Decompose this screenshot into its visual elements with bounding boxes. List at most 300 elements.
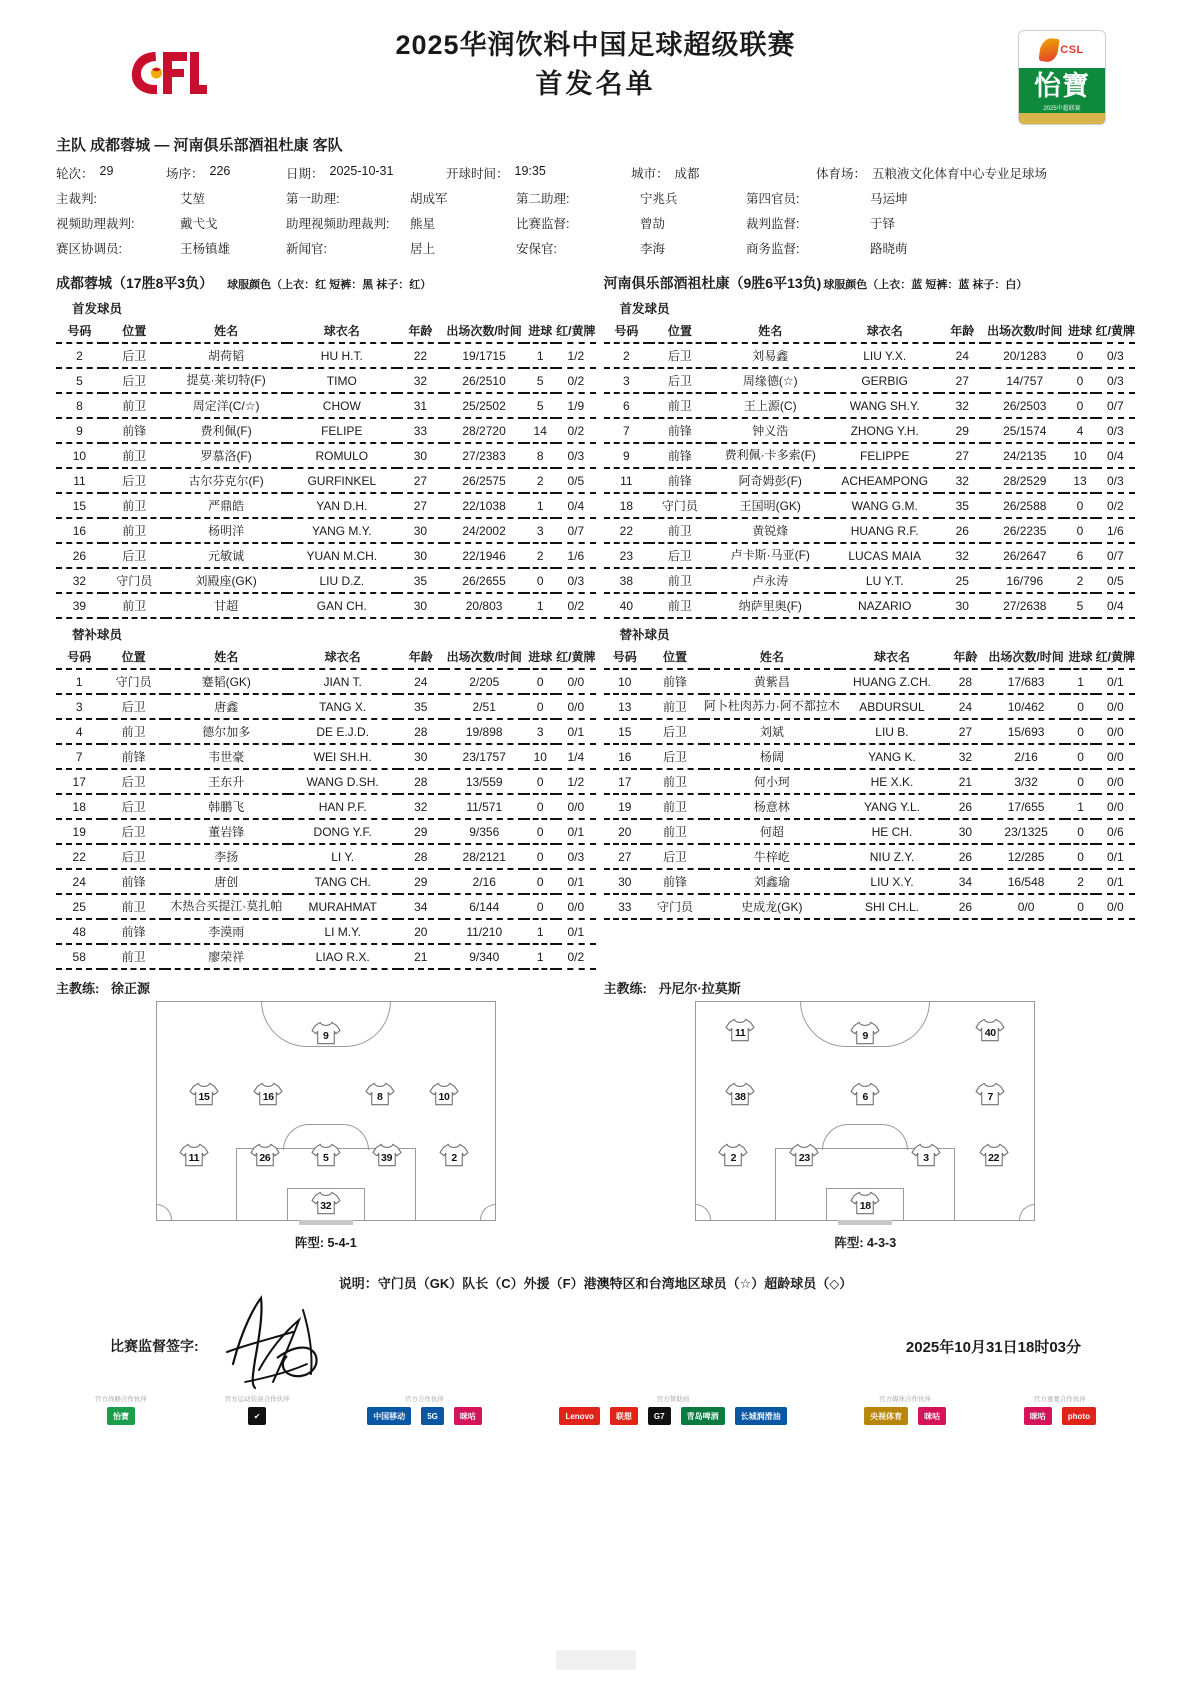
player-position: 前卫 bbox=[103, 593, 166, 618]
pitch-goal-line bbox=[299, 1220, 353, 1225]
player-name: 董岩锋 bbox=[165, 819, 288, 844]
player-name: 元敏诚 bbox=[166, 543, 287, 568]
player-goals: 0 bbox=[1065, 719, 1095, 744]
info-assistant-2: 第二助理: 宁兆兵 bbox=[516, 192, 678, 206]
info-match-commissioner: 比赛监督: 曾劼 bbox=[516, 217, 666, 231]
player-number: 9 bbox=[604, 443, 650, 468]
table-row bbox=[604, 819, 1136, 844]
player-age: 25 bbox=[939, 568, 985, 593]
player-cards: 0/0 bbox=[1096, 719, 1135, 744]
player-number: 48 bbox=[56, 919, 102, 944]
player-name: 阿卜杜肉苏力·阿不都拉木 bbox=[704, 694, 840, 719]
player-shirt-name: LI Y. bbox=[288, 844, 398, 869]
player-number: 11 bbox=[604, 468, 650, 493]
player-goals: 13 bbox=[1064, 468, 1095, 493]
player-cards: 0/3 bbox=[1096, 468, 1135, 493]
home-team-column bbox=[56, 273, 596, 970]
home-coach bbox=[56, 978, 596, 997]
player-apps: 26/2588 bbox=[985, 493, 1064, 518]
table-header-row bbox=[56, 646, 596, 669]
player-cards: 0/0 bbox=[1096, 694, 1135, 719]
player-goals: 1 bbox=[524, 343, 556, 368]
player-apps: 23/1757 bbox=[444, 744, 524, 769]
player-position: 前锋 bbox=[649, 418, 710, 443]
table-row bbox=[56, 819, 596, 844]
col-number: 号码 bbox=[604, 320, 650, 343]
player-age: 34 bbox=[944, 869, 987, 894]
pitch-shirt-number: 6 bbox=[862, 1090, 869, 1103]
player-cards: 0/1 bbox=[556, 719, 595, 744]
sponsor-logo: 央视体育 bbox=[864, 1407, 908, 1425]
pitch-shirt-number: 39 bbox=[381, 1151, 393, 1164]
player-goals: 2 bbox=[1064, 568, 1095, 593]
player-cards: 0/1 bbox=[556, 869, 595, 894]
player-goals: 0 bbox=[1065, 694, 1095, 719]
table-row bbox=[604, 493, 1136, 518]
player-name: 何超 bbox=[704, 819, 840, 844]
player-cards: 0/0 bbox=[556, 794, 595, 819]
player-goals: 0 bbox=[1064, 518, 1095, 543]
player-apps: 6/144 bbox=[444, 894, 524, 919]
player-goals: 0 bbox=[1064, 393, 1095, 418]
pitch-shirt-number: 8 bbox=[377, 1090, 383, 1103]
sponsor-tier-label: 官方战略合作伙伴 bbox=[95, 1396, 147, 1403]
table-row bbox=[56, 669, 596, 694]
player-name: 钟义浩 bbox=[711, 418, 830, 443]
player-name: 李扬 bbox=[165, 844, 288, 869]
player-cards: 0/0 bbox=[556, 669, 595, 694]
player-goals: 0 bbox=[1065, 744, 1095, 769]
player-apps: 15/693 bbox=[987, 719, 1066, 744]
player-cards: 0/2 bbox=[556, 368, 595, 393]
player-cards: 0/2 bbox=[556, 944, 595, 969]
player-number: 22 bbox=[56, 844, 102, 869]
pitch-corner-left bbox=[156, 1204, 172, 1220]
away-formation-label: 阵型: 4-3-3 bbox=[834, 1236, 897, 1250]
table-row bbox=[56, 869, 596, 894]
player-name: 黄锐烽 bbox=[711, 518, 830, 543]
table-row bbox=[56, 418, 596, 443]
player-name: 何小珂 bbox=[704, 769, 840, 794]
player-shirt-name: WANG G.M. bbox=[830, 493, 939, 518]
player-shirt-name: FELIPE bbox=[287, 418, 397, 443]
player-age: 35 bbox=[398, 694, 444, 719]
player-position: 后卫 bbox=[646, 844, 704, 869]
table-row bbox=[56, 343, 596, 368]
player-cards: 0/4 bbox=[1096, 443, 1135, 468]
away-coach-name: 丹尼尔·拉莫斯 bbox=[658, 981, 741, 996]
col-number: 号码 bbox=[604, 646, 647, 669]
pitch-shirt-icon bbox=[723, 1080, 757, 1108]
player-age: 28 bbox=[398, 844, 444, 869]
table-row bbox=[56, 694, 596, 719]
signature-label: 比赛监督签字: bbox=[110, 1338, 199, 1354]
player-name: 韩鹏飞 bbox=[165, 794, 288, 819]
table-row bbox=[56, 393, 596, 418]
player-shirt-name: HE X.K. bbox=[840, 769, 944, 794]
col-goals: 进球 bbox=[1065, 646, 1095, 669]
player-shirt-name: YANG K. bbox=[840, 744, 944, 769]
player-name: 杨意林 bbox=[704, 794, 840, 819]
player-goals: 10 bbox=[524, 744, 556, 769]
col-shirt-name: 球衣名 bbox=[288, 646, 398, 669]
player-age: 26 bbox=[944, 894, 987, 919]
player-position: 前锋 bbox=[649, 443, 710, 468]
col-position: 位置 bbox=[103, 320, 166, 343]
home-subs-label: 替补球员 bbox=[72, 628, 123, 642]
player-apps: 0/0 bbox=[987, 894, 1066, 919]
player-age: 28 bbox=[398, 719, 444, 744]
home-team-header bbox=[56, 273, 596, 293]
player-shirt-name: CHOW bbox=[287, 393, 397, 418]
player-apps: 24/2135 bbox=[985, 443, 1064, 468]
player-shirt-name: JIAN T. bbox=[288, 669, 398, 694]
watermark bbox=[556, 1650, 636, 1670]
pitch-shirt-number: 2 bbox=[730, 1151, 737, 1164]
table-row bbox=[56, 744, 596, 769]
player-age: 30 bbox=[397, 543, 444, 568]
player-age: 26 bbox=[939, 518, 985, 543]
player-number: 19 bbox=[56, 819, 102, 844]
player-position: 前卫 bbox=[103, 493, 166, 518]
pitch-shirt-number: 32 bbox=[320, 1199, 332, 1212]
pitch-shirt-icon bbox=[787, 1141, 821, 1169]
pitch-corner-left bbox=[695, 1204, 711, 1220]
home-pitch-diagram bbox=[156, 1001, 496, 1221]
player-number: 11 bbox=[56, 468, 103, 493]
player-number: 20 bbox=[604, 819, 647, 844]
player-cards: 0/3 bbox=[556, 568, 595, 593]
player-goals: 0 bbox=[524, 568, 556, 593]
away-substitutes-table bbox=[604, 646, 1136, 920]
col-cards: 红/黄牌 bbox=[1096, 646, 1135, 669]
table-row bbox=[604, 543, 1136, 568]
sponsor-logo: 咪咕 bbox=[918, 1407, 946, 1425]
pitch-shirt-icon bbox=[437, 1141, 471, 1169]
player-apps: 2/205 bbox=[444, 669, 524, 694]
player-cards: 1/4 bbox=[556, 744, 595, 769]
player-apps: 16/548 bbox=[987, 869, 1066, 894]
sponsor-group bbox=[1024, 1394, 1096, 1425]
player-position: 后卫 bbox=[102, 694, 164, 719]
player-shirt-name: ROMULO bbox=[287, 443, 397, 468]
player-cards: 0/2 bbox=[556, 593, 595, 618]
match-info-row-3 bbox=[56, 214, 1135, 232]
sponsor-logo-row bbox=[1024, 1407, 1096, 1425]
player-shirt-name: HUANG Z.CH. bbox=[840, 669, 944, 694]
player-apps: 24/2002 bbox=[444, 518, 525, 543]
player-goals: 0 bbox=[524, 819, 556, 844]
player-age: 29 bbox=[939, 418, 985, 443]
player-shirt-name: SHI CH.L. bbox=[840, 894, 944, 919]
player-goals: 1 bbox=[524, 919, 556, 944]
player-age: 32 bbox=[939, 543, 985, 568]
player-number: 22 bbox=[604, 518, 650, 543]
player-name: 周定洋(C/☆) bbox=[166, 393, 287, 418]
player-name: 阿奇姆彭(F) bbox=[711, 468, 830, 493]
player-number: 30 bbox=[604, 869, 647, 894]
player-name: 廖荣祥 bbox=[165, 944, 288, 969]
sponsor-logo: 联想 bbox=[610, 1407, 638, 1425]
player-shirt-name: WANG D.SH. bbox=[288, 769, 398, 794]
player-goals: 0 bbox=[524, 844, 556, 869]
player-apps: 12/285 bbox=[987, 844, 1066, 869]
player-position: 前卫 bbox=[646, 769, 704, 794]
player-apps: 2/51 bbox=[444, 694, 524, 719]
player-number: 38 bbox=[604, 568, 650, 593]
player-cards: 0/1 bbox=[556, 819, 595, 844]
sponsor-logo: G7 bbox=[648, 1407, 671, 1425]
info-referee-assessor: 裁判监督: 于铎 bbox=[746, 217, 896, 231]
player-position: 前卫 bbox=[646, 794, 704, 819]
player-apps: 27/2383 bbox=[444, 443, 525, 468]
col-shirt-name: 球衣名 bbox=[840, 646, 944, 669]
info-press-officer: 新闻官: 居上 bbox=[286, 242, 436, 256]
signature-row bbox=[0, 1318, 1191, 1374]
pitch-shirt-icon bbox=[187, 1080, 221, 1108]
player-age: 32 bbox=[398, 794, 444, 819]
table-row bbox=[604, 744, 1136, 769]
player-cards: 0/3 bbox=[1096, 343, 1135, 368]
player-goals: 0 bbox=[1065, 844, 1095, 869]
table-row bbox=[604, 894, 1136, 919]
player-number: 25 bbox=[56, 894, 102, 919]
player-apps: 17/683 bbox=[987, 669, 1066, 694]
player-apps: 2/16 bbox=[444, 869, 524, 894]
player-position: 后卫 bbox=[646, 744, 704, 769]
player-shirt-name: MURAHMAT bbox=[288, 894, 398, 919]
sponsor-logo-row bbox=[559, 1407, 786, 1425]
away-coach bbox=[596, 978, 1136, 997]
sponsor-logo-row bbox=[248, 1407, 267, 1425]
player-name: 王东升 bbox=[165, 769, 288, 794]
player-goals: 1 bbox=[524, 493, 556, 518]
player-number: 13 bbox=[604, 694, 647, 719]
home-formation-label: 阵型: 5-4-1 bbox=[294, 1236, 357, 1250]
player-number: 4 bbox=[56, 719, 102, 744]
player-name: 李漠雨 bbox=[165, 919, 288, 944]
player-age: 35 bbox=[939, 493, 985, 518]
table-row bbox=[604, 568, 1136, 593]
rosters-area bbox=[0, 273, 1191, 970]
signature-date: 2025年10月31日18时03分 bbox=[905, 1338, 1081, 1356]
coaches-row bbox=[0, 978, 1191, 997]
home-kit-colors: 球服颜色（上衣：红 短裤：黑 袜子：红） bbox=[227, 279, 432, 291]
player-cards: 0/2 bbox=[1096, 493, 1135, 518]
col-number: 号码 bbox=[56, 320, 103, 343]
table-row bbox=[604, 393, 1136, 418]
formation-diagrams bbox=[0, 1001, 1191, 1251]
sponsor-group bbox=[225, 1394, 290, 1425]
pitch-shirt-number: 11 bbox=[734, 1027, 746, 1040]
pitch-shirt-number: 9 bbox=[322, 1029, 329, 1042]
player-goals: 0 bbox=[1065, 769, 1095, 794]
player-number: 3 bbox=[604, 368, 650, 393]
player-number: 16 bbox=[604, 744, 647, 769]
table-row bbox=[604, 343, 1136, 368]
match-info bbox=[0, 134, 1191, 257]
col-name: 姓名 bbox=[711, 320, 830, 343]
player-goals: 1 bbox=[524, 944, 556, 969]
player-name: 刘殿座(GK) bbox=[166, 568, 287, 593]
player-name: 黄紫昌 bbox=[704, 669, 840, 694]
player-number: 24 bbox=[56, 869, 102, 894]
player-cards: 0/1 bbox=[1096, 869, 1135, 894]
table-header-row bbox=[604, 320, 1136, 343]
away-kit-colors: 球服颜色（上衣：蓝 短裤：蓝 袜子：白） bbox=[823, 279, 1028, 291]
player-name: 唐创 bbox=[165, 869, 288, 894]
away-formation-wrap bbox=[596, 1001, 1136, 1251]
pitch-shirt-number: 18 bbox=[859, 1199, 871, 1212]
player-apps: 20/1283 bbox=[985, 343, 1064, 368]
player-apps: 9/356 bbox=[444, 819, 524, 844]
info-security-officer: 安保官: 李海 bbox=[516, 242, 666, 256]
player-shirt-name: ABDURSUL bbox=[840, 694, 944, 719]
player-shirt-name: NIU Z.Y. bbox=[840, 844, 944, 869]
sponsor-tier-label: 官方媒体合作伙伴 bbox=[879, 1396, 932, 1403]
player-goals: 0 bbox=[1064, 368, 1095, 393]
table-row bbox=[604, 518, 1136, 543]
player-name: 刘斌 bbox=[704, 719, 840, 744]
col-goals: 进球 bbox=[1064, 320, 1095, 343]
player-name: 唐鑫 bbox=[165, 694, 288, 719]
table-row bbox=[604, 844, 1136, 869]
away-starters-label: 首发球员 bbox=[619, 302, 670, 316]
home-starters-table bbox=[56, 320, 596, 619]
signature-image bbox=[215, 1286, 415, 1396]
player-cards: 0/3 bbox=[1096, 418, 1135, 443]
info-match-order: 场序： 226 bbox=[166, 164, 231, 181]
player-age: 27 bbox=[944, 719, 987, 744]
player-name: 周缘德(☆) bbox=[711, 368, 830, 393]
player-apps: 3/32 bbox=[987, 769, 1066, 794]
table-header-row bbox=[604, 646, 1136, 669]
player-age: 20 bbox=[398, 919, 444, 944]
player-name: 德尔加多 bbox=[165, 719, 288, 744]
player-shirt-name: TIMO bbox=[287, 368, 397, 393]
table-row bbox=[604, 869, 1136, 894]
player-apps: 22/1946 bbox=[444, 543, 525, 568]
player-age: 27 bbox=[939, 368, 985, 393]
player-age: 26 bbox=[944, 794, 987, 819]
player-age: 30 bbox=[397, 593, 444, 618]
player-position: 守门员 bbox=[646, 894, 704, 919]
player-age: 24 bbox=[944, 694, 987, 719]
player-apps: 25/1574 bbox=[985, 418, 1064, 443]
player-number: 19 bbox=[604, 794, 647, 819]
player-goals: 3 bbox=[524, 719, 556, 744]
player-number: 6 bbox=[604, 393, 650, 418]
col-number: 号码 bbox=[56, 646, 102, 669]
player-age: 32 bbox=[397, 368, 444, 393]
player-goals: 0 bbox=[1065, 894, 1095, 919]
col-apps: 出场次数/时间 bbox=[444, 646, 524, 669]
player-goals: 0 bbox=[524, 869, 556, 894]
player-cards: 0/4 bbox=[1096, 593, 1135, 618]
table-row bbox=[604, 719, 1136, 744]
sponsor-group bbox=[367, 1394, 482, 1425]
player-number: 10 bbox=[604, 669, 647, 694]
pitch-shirt-icon bbox=[909, 1141, 943, 1169]
player-name: 卢卡斯·马亚(F) bbox=[711, 543, 830, 568]
csl-sponsor-badge bbox=[1018, 30, 1106, 125]
player-position: 后卫 bbox=[102, 819, 164, 844]
pitch-shirt-icon bbox=[370, 1141, 404, 1169]
player-age: 32 bbox=[939, 393, 985, 418]
table-row bbox=[604, 468, 1136, 493]
info-date: 日期： 2025-10-31 bbox=[286, 164, 394, 181]
player-position: 后卫 bbox=[649, 543, 710, 568]
sponsor-logo: 5G bbox=[421, 1407, 444, 1425]
player-shirt-name: ZHONG Y.H. bbox=[830, 418, 939, 443]
player-goals: 5 bbox=[524, 368, 556, 393]
pitch-shirt-number: 5 bbox=[322, 1151, 329, 1164]
sponsor-tier-label: 官方运动装备合作伙伴 bbox=[224, 1396, 290, 1403]
player-apps: 22/1038 bbox=[444, 493, 525, 518]
table-row bbox=[604, 418, 1136, 443]
page-header bbox=[0, 0, 1191, 120]
home-coach-label: 主教练: bbox=[56, 981, 100, 996]
home-substitutes-table bbox=[56, 646, 596, 970]
pitch-shirt-icon bbox=[848, 1019, 882, 1047]
table-row bbox=[604, 769, 1136, 794]
sponsor-logo: 青岛啤酒 bbox=[681, 1407, 725, 1425]
table-row bbox=[56, 543, 596, 568]
player-shirt-name: HE CH. bbox=[840, 819, 944, 844]
pitch-shirt-icon bbox=[427, 1080, 461, 1108]
player-number: 32 bbox=[56, 568, 103, 593]
pitch-shirt-icon bbox=[848, 1080, 882, 1108]
player-name: 纳萨里奥(F) bbox=[711, 593, 830, 618]
pitch-shirt-icon bbox=[977, 1141, 1011, 1169]
player-number: 9 bbox=[56, 418, 103, 443]
sponsor-logo-row bbox=[107, 1407, 135, 1425]
player-name: 严鼎皓 bbox=[166, 493, 287, 518]
player-name: 牛梓屹 bbox=[704, 844, 840, 869]
sponsor-logo: 咪咕 bbox=[454, 1407, 482, 1425]
info-fourth-official: 第四官员: 马运坤 bbox=[746, 192, 908, 206]
player-position: 前卫 bbox=[646, 694, 704, 719]
pitch-shirt-icon bbox=[248, 1141, 282, 1169]
table-row bbox=[56, 919, 596, 944]
match-info-row-1 bbox=[56, 164, 1135, 182]
sponsors-bar bbox=[0, 1394, 1191, 1425]
sponsor-logo: photo bbox=[1062, 1407, 1096, 1425]
player-apps: 28/2529 bbox=[985, 468, 1064, 493]
pitch-shirt-icon bbox=[716, 1141, 750, 1169]
player-position: 后卫 bbox=[646, 719, 704, 744]
player-cards: 0/0 bbox=[1096, 894, 1135, 919]
table-row bbox=[56, 368, 596, 393]
col-cards: 红/黄牌 bbox=[1096, 320, 1135, 343]
player-goals: 2 bbox=[524, 543, 556, 568]
player-position: 后卫 bbox=[102, 794, 164, 819]
player-number: 58 bbox=[56, 944, 102, 969]
player-name: 史成龙(GK) bbox=[704, 894, 840, 919]
player-position: 前卫 bbox=[646, 819, 704, 844]
player-position: 前卫 bbox=[102, 719, 164, 744]
player-number: 1 bbox=[56, 669, 102, 694]
player-name: 费利佩(F) bbox=[166, 418, 287, 443]
pitch-shirt-number: 15 bbox=[198, 1090, 210, 1103]
player-goals: 5 bbox=[524, 393, 556, 418]
player-apps: 27/2638 bbox=[985, 593, 1064, 618]
sponsor-logo: 咪咕 bbox=[1024, 1407, 1052, 1425]
col-name: 姓名 bbox=[165, 646, 288, 669]
table-row bbox=[604, 593, 1136, 618]
player-position: 前卫 bbox=[103, 518, 166, 543]
away-pitch-diagram bbox=[695, 1001, 1035, 1221]
